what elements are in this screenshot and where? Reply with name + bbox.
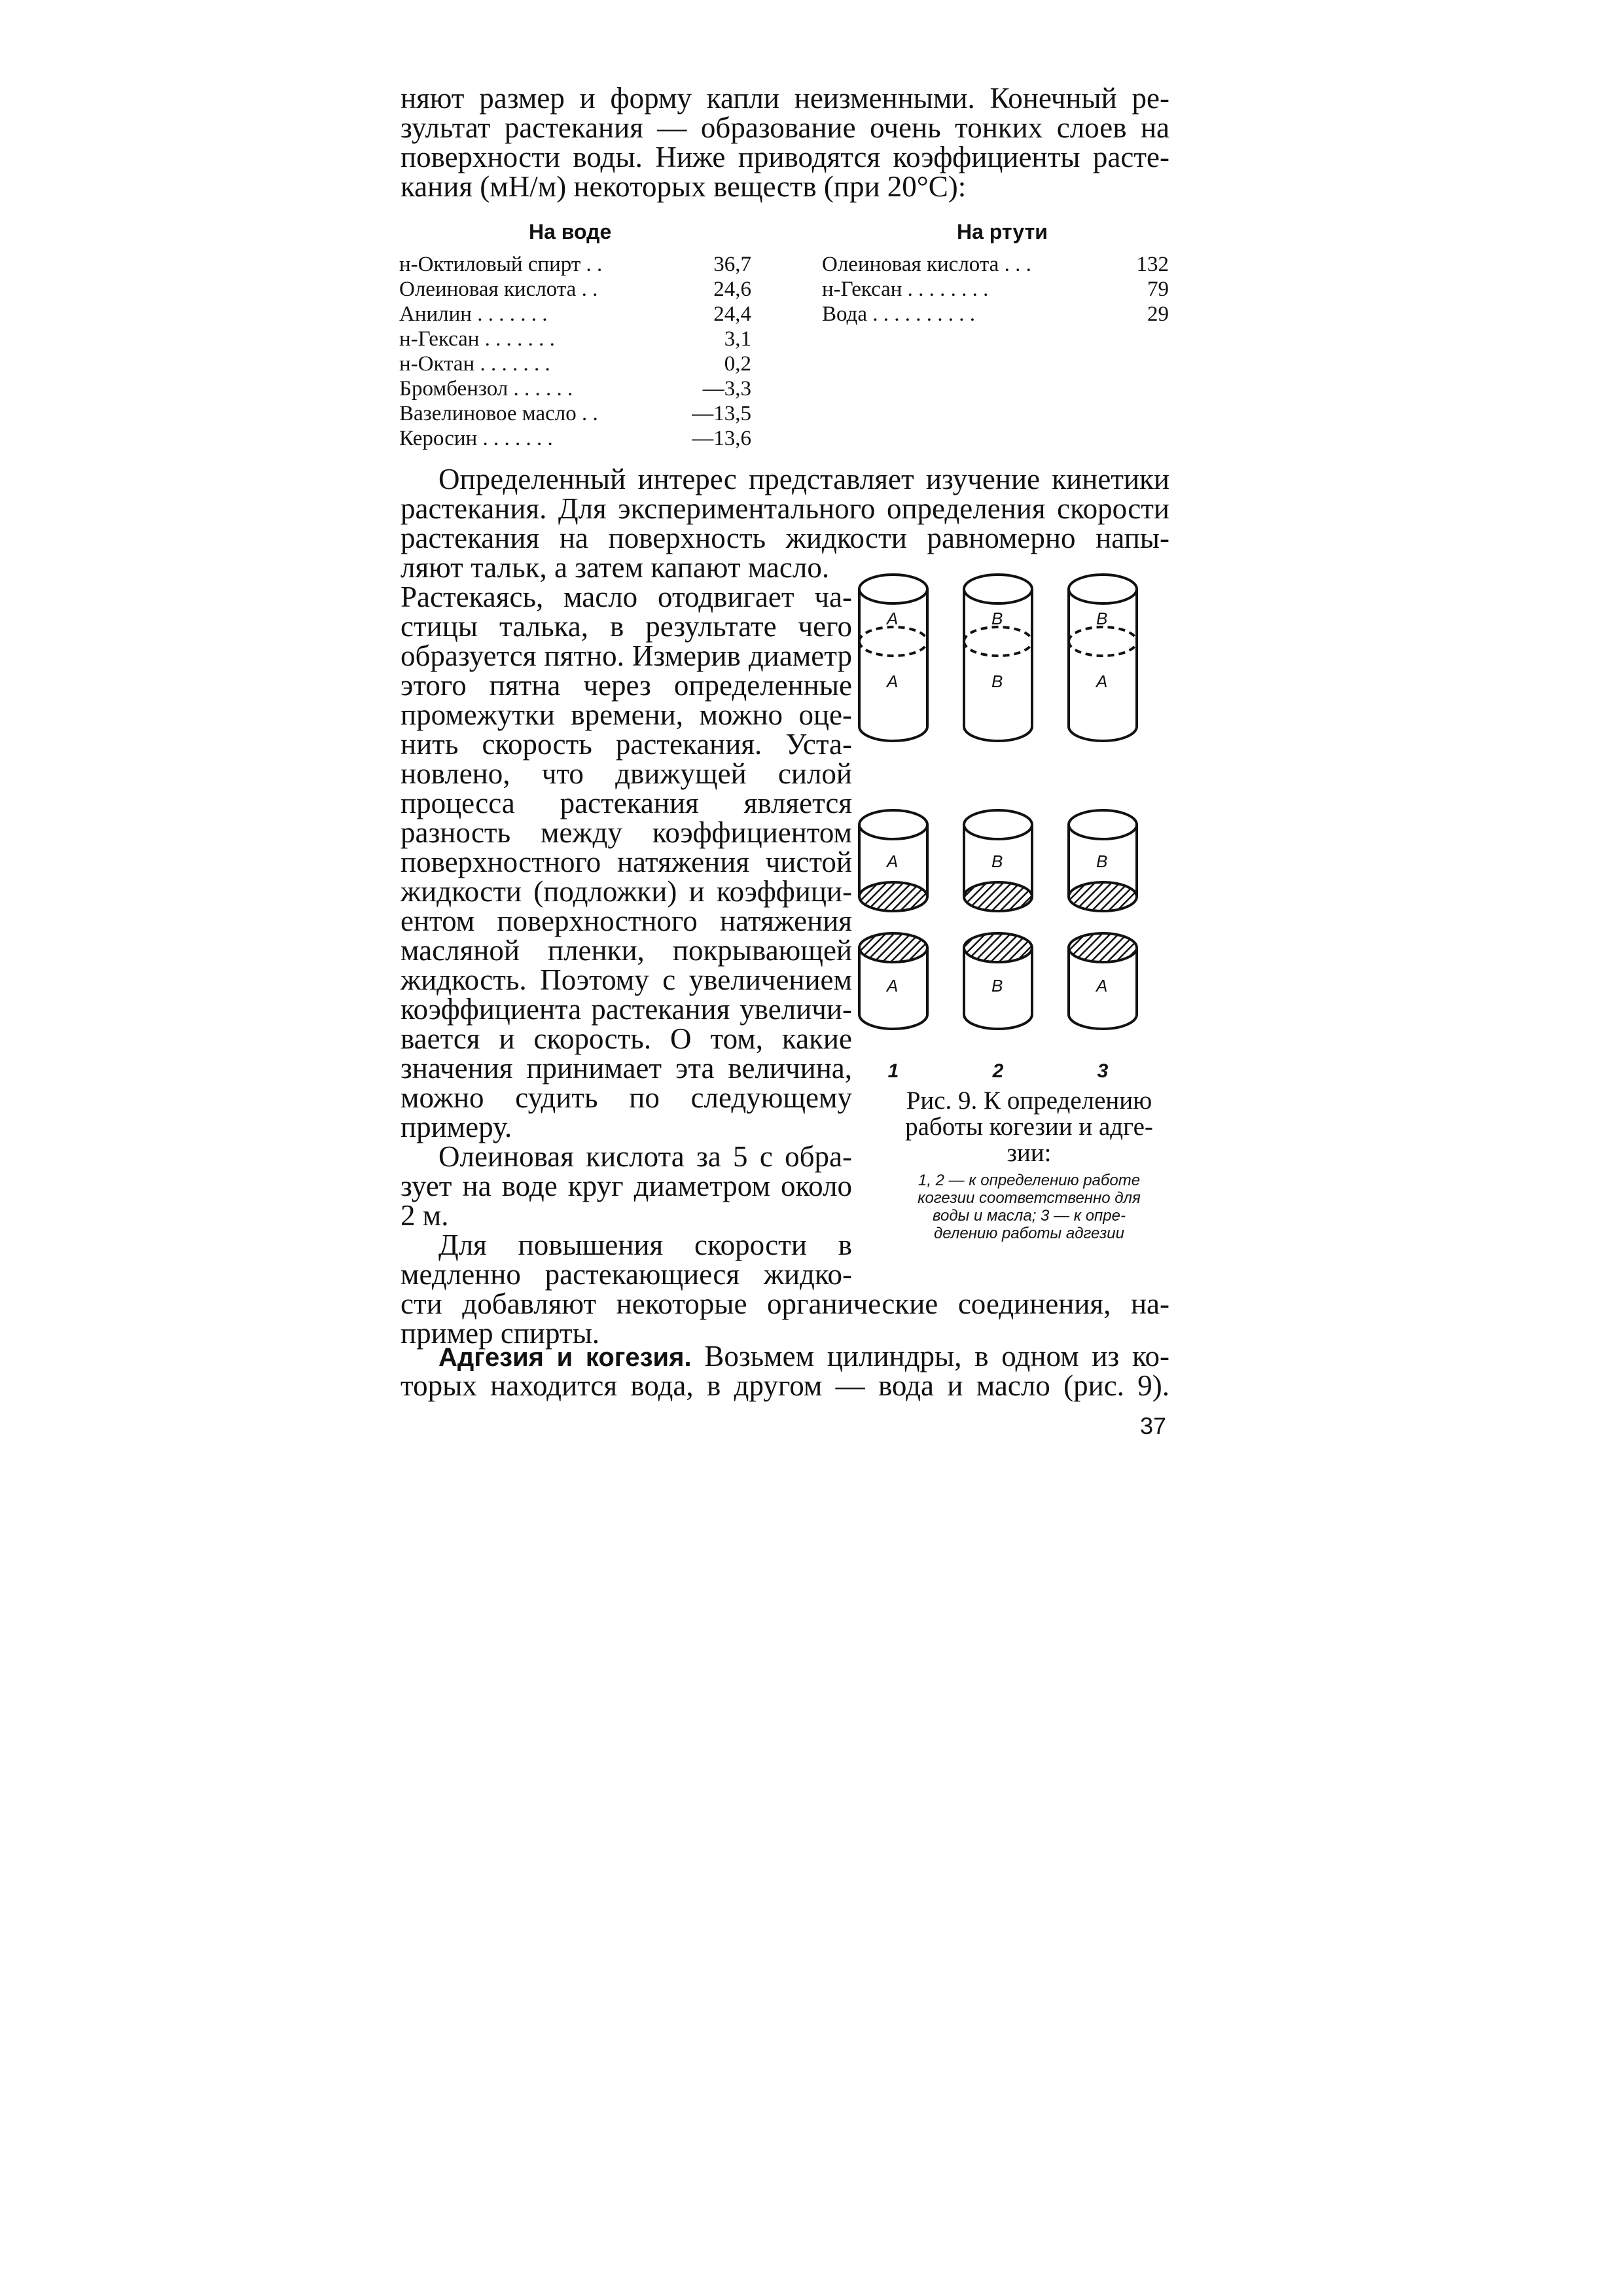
- column-number-3: 3: [1097, 1060, 1109, 1082]
- substance-name: Олеиновая кислота . . .: [822, 253, 1031, 276]
- coefficient-value: 24,6: [713, 278, 751, 301]
- layer-label-a: A: [887, 609, 899, 628]
- coefficient-value: —13,5: [692, 402, 751, 425]
- text-line: этого пятна через определенные: [401, 669, 852, 702]
- text-line: Растекаясь, масло отодвигает ча-: [401, 581, 852, 613]
- substance-name: Вода . . . . . . . . . .: [822, 302, 975, 326]
- text-line: разность между коэффициентом: [401, 816, 852, 849]
- caption-line: 1, 2 — к определению работе: [918, 1172, 1141, 1189]
- table-row: [399, 252, 751, 277]
- column-number-1: 1: [887, 1060, 899, 1082]
- text-line: Определенный интерес представляет изучение кинетики: [438, 463, 1169, 495]
- layer-label-a: A: [1096, 976, 1108, 996]
- text-line: поверхностного натяжения чистой: [401, 846, 852, 878]
- substance-name: Вазелиновое масло . .: [399, 402, 598, 425]
- mercury-table: [822, 252, 1169, 327]
- text-line: растекания. Для экспериментального определения скорости: [401, 492, 1169, 525]
- layer-label-b: B: [991, 672, 1003, 691]
- text-line: ентом поверхностного натяжения: [401, 905, 852, 937]
- coefficient-value: 79: [1147, 278, 1169, 301]
- section-term: Адгезия и когезия.: [438, 1343, 692, 1372]
- coefficient-value: —13,6: [692, 427, 751, 450]
- table-row: [399, 302, 751, 327]
- layer-label-b: B: [991, 852, 1003, 871]
- text-line: можно судить по следующему: [401, 1081, 852, 1114]
- layer-label-a: A: [887, 976, 899, 996]
- text-line: сти добавляют некоторые органические соединения, на-: [401, 1287, 1169, 1320]
- text-line: нить скорость растекания. Уста-: [401, 728, 852, 761]
- caption-line: когезии соответственно для: [918, 1189, 1141, 1207]
- layer-label-b: B: [1096, 852, 1108, 871]
- substance-name: Анилин . . . . . . .: [399, 302, 548, 326]
- top-paragraph: [401, 84, 1169, 202]
- substance-name: н-Октиловый спирт . .: [399, 253, 603, 276]
- text-line: значения принимает эта величина,: [401, 1052, 852, 1085]
- column-number-2: 2: [992, 1060, 1004, 1082]
- caption-line: зии:: [1007, 1139, 1052, 1167]
- text-line: няют размер и форму капли неизменными. Конечный ре-: [401, 82, 1169, 115]
- caption-line: работы когезии и адге-: [905, 1113, 1153, 1141]
- text-line: образуется пятно. Измерив диаметр: [401, 639, 852, 672]
- text-line: новлено, что движущей силой: [401, 757, 852, 790]
- text-line: кания (мН/м) некоторых веществ (при 20°С):: [401, 170, 967, 203]
- substance-name: н-Гексан . . . . . . . .: [822, 278, 989, 301]
- coefficient-value: 24,4: [713, 302, 751, 326]
- caption-line: делению работы адгезии: [934, 1225, 1124, 1242]
- text-line: промежутки времени, можно оце-: [401, 698, 852, 731]
- layer-label-b: B: [991, 976, 1003, 996]
- coefficient-value: 3,1: [724, 327, 751, 351]
- substance-name: Бромбензол . . . . . .: [399, 377, 573, 401]
- narrow-column-text: [401, 553, 852, 1289]
- table-row: [399, 376, 751, 401]
- text-line: медленно растекающиеся жидко-: [401, 1258, 852, 1291]
- water-table: [399, 252, 751, 451]
- text-line: жидкость. Поэтому с увеличением: [401, 963, 852, 996]
- text-line: поверхности воды. Ниже приводятся коэффициенты расте-: [401, 141, 1169, 173]
- figure-caption-detail: [877, 1172, 1181, 1242]
- text-line: процесса растекания является: [401, 787, 852, 819]
- table-row: [399, 327, 751, 351]
- layer-label-a: A: [1096, 672, 1108, 691]
- text-line: коэффициента растекания увеличи-: [401, 993, 852, 1026]
- substance-name: Олеиновая кислота . .: [399, 278, 598, 301]
- table-row: [822, 252, 1169, 277]
- coefficient-value: —3,3: [702, 377, 751, 401]
- text-line: пример спирты.: [401, 1317, 600, 1350]
- text-line: примеру.: [401, 1111, 512, 1143]
- text-line: масляной пленки, покрывающей: [401, 934, 852, 967]
- text-line: вается и скорость. О том, какие: [401, 1022, 852, 1055]
- layer-label-b: B: [991, 609, 1003, 628]
- cylinder-column-1-top: [859, 575, 927, 741]
- cylinder-column-2-top: [964, 575, 1032, 741]
- table-row: [399, 351, 751, 376]
- text-line: стицы талька, в результате чего: [401, 610, 852, 643]
- text-line: зует на воде круг диаметром около: [401, 1170, 852, 1202]
- text-line: зультат растекания — образование очень тонких слоев на: [401, 111, 1169, 144]
- text-line: [401, 1342, 1169, 1371]
- table-row: [822, 277, 1169, 302]
- layer-label-a: A: [887, 672, 899, 691]
- coefficient-value: 36,7: [713, 253, 751, 276]
- text-line: торых находится вода, в другом — вода и масло (рис. 9).: [401, 1369, 1169, 1402]
- substance-name: н-Гексан . . . . . . .: [399, 327, 555, 351]
- figure-9-cylinders: [857, 569, 1171, 1054]
- mercury-table-heading: На ртути: [957, 220, 1048, 243]
- substance-name: н-Октан . . . . . . .: [399, 352, 550, 376]
- text-line: Олеиновая кислота за 5 с обра-: [438, 1140, 852, 1173]
- table-row: [399, 401, 751, 426]
- text-line: 2 м.: [401, 1199, 449, 1232]
- caption-line: воды и масла; 3 — к опре-: [933, 1207, 1126, 1225]
- figure-caption-title: [877, 1088, 1181, 1166]
- cylinder-column-3-top: [1069, 575, 1137, 741]
- kinetics-paragraph-top: [401, 465, 1169, 553]
- page-number: 37: [1140, 1412, 1167, 1439]
- layer-label-b: B: [1096, 609, 1108, 628]
- adhesion-paragraph: [401, 1342, 1169, 1401]
- water-table-heading: На воде: [529, 220, 612, 243]
- substance-name: Керосин . . . . . . .: [399, 427, 553, 450]
- table-row: [399, 426, 751, 451]
- coefficient-value: 0,2: [724, 352, 751, 376]
- text-line: ляют тальк, а затем капают масло.: [401, 551, 830, 584]
- text-fragment: Возьмем цилиндры, в одном из ко-: [691, 1340, 1170, 1372]
- coefficient-value: 132: [1136, 253, 1169, 276]
- coefficient-value: 29: [1147, 302, 1169, 326]
- text-line: жидкости (подложки) и коэффици-: [401, 875, 852, 908]
- text-line: растекания на поверхность жидкости равномерно напы-: [401, 522, 1169, 554]
- caption-line: Рис. 9. К определению: [906, 1086, 1152, 1115]
- layer-label-a: A: [887, 852, 899, 871]
- text-line: Для повышения скорости в: [438, 1229, 852, 1261]
- table-row: [399, 277, 751, 302]
- table-row: [822, 302, 1169, 327]
